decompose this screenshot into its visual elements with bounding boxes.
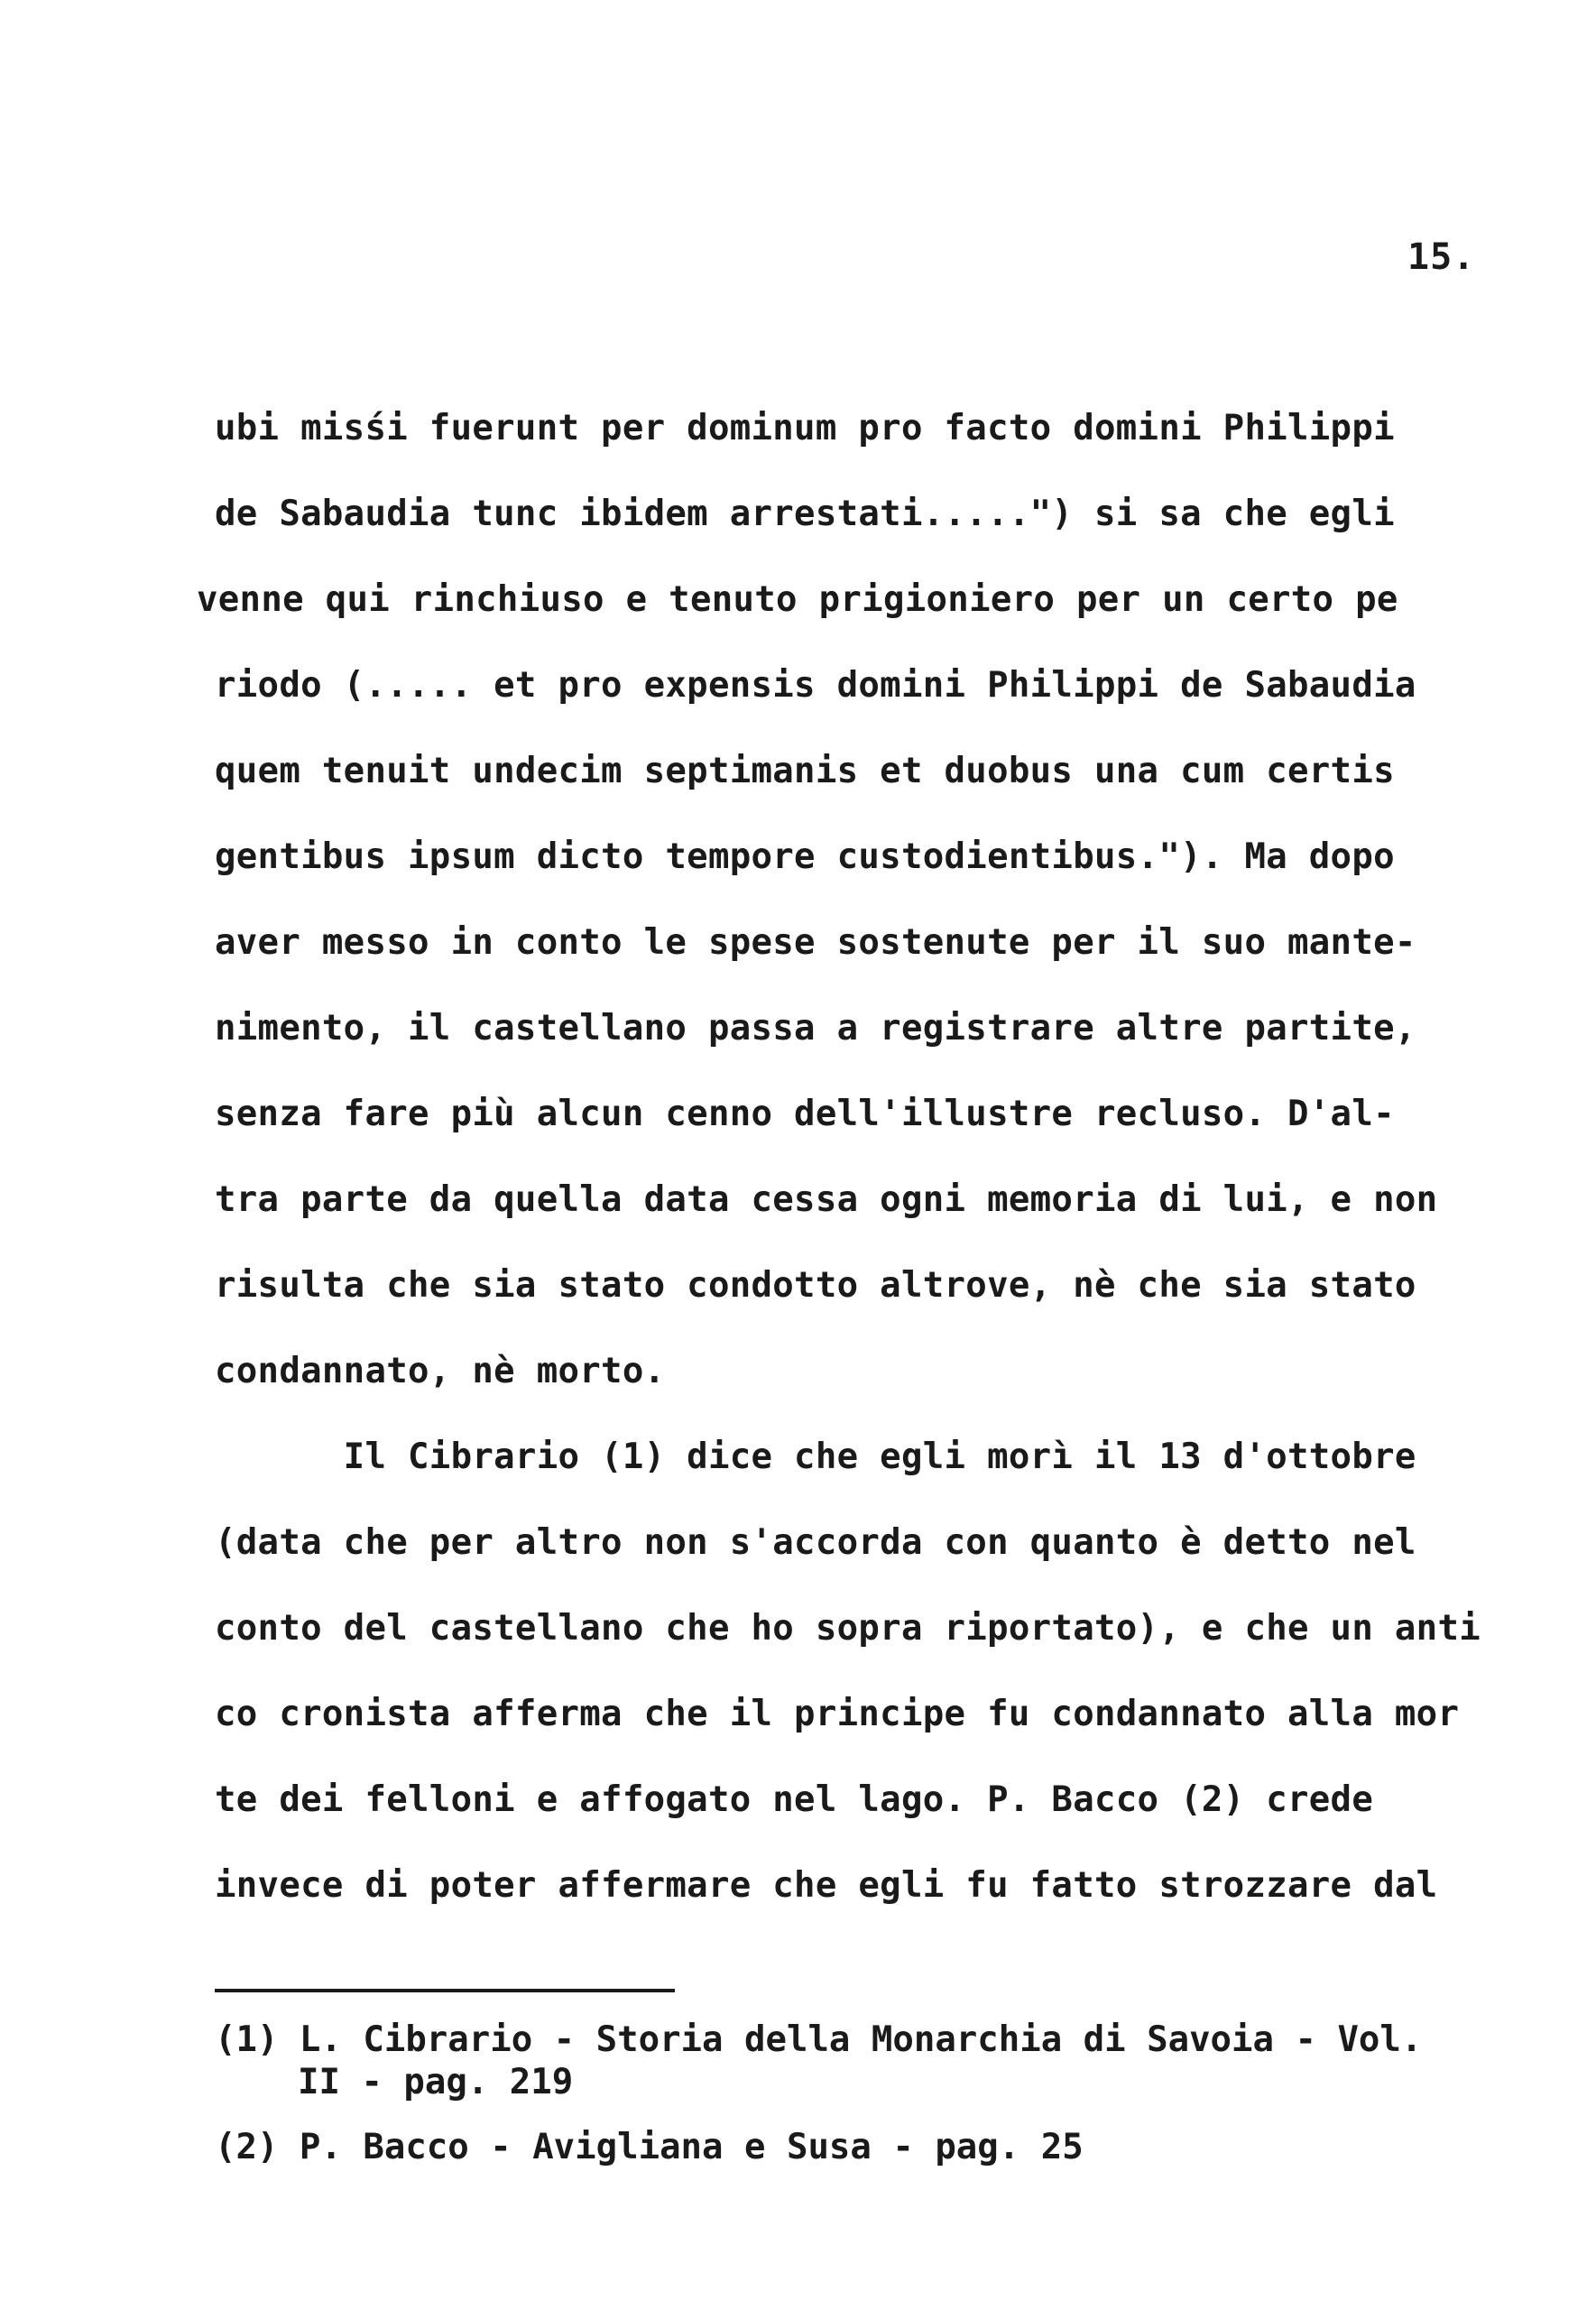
body-line-5: quem tenuit undecim septimanis et duobus una cum certis bbox=[215, 751, 1395, 791]
footnote-1: (1) L. Cibrario - Storia della Monarchia di Savoia - Vol. bbox=[215, 2019, 1423, 2060]
body-line-11: risulta che sia stato condotto altrove, nè che sia stato bbox=[215, 1265, 1416, 1306]
body-line-16: co cronista afferma che il principe fu condannato alla mor bbox=[215, 1694, 1460, 1734]
body-line-17: te dei felloni e affogato nel lago. P. Bacco (2) crede bbox=[215, 1779, 1374, 1820]
body-line-10: tra parte da quella data cessa ogni memoria di lui, e non bbox=[215, 1179, 1438, 1220]
body-line-12: condannato, nè morto. bbox=[215, 1351, 666, 1391]
body-line-2: de Sabaudia tunc ibidem arrestati.....") si sa che egli bbox=[215, 494, 1395, 534]
footnote-1-continuation: II - pag. 219 bbox=[298, 2062, 574, 2102]
body-line-15: conto del castellano che ho sopra riportato), e che un anti bbox=[215, 1608, 1481, 1649]
body-line-18: invece di poter affermare che egli fu fatto strozzare dal bbox=[215, 1865, 1438, 1906]
body-line-8: nimento, il castellano passa a registrare altre partite, bbox=[215, 1008, 1416, 1049]
body-line-6: gentibus ipsum dicto tempore custodientibus."). Ma dopo bbox=[215, 836, 1395, 877]
body-line-14: (data che per altro non s'accorda con quanto è detto nel bbox=[215, 1522, 1416, 1563]
page-number: 15. bbox=[1407, 236, 1476, 278]
body-line-13: Il Cibrario (1) dice che egli morì il 13 d'ottobre bbox=[215, 1437, 1416, 1477]
body-line-7: aver messo in conto le spese sostenute per il suo mante- bbox=[215, 922, 1416, 963]
body-line-1: ubi misśi fuerunt per dominum pro facto domini Philippi bbox=[215, 408, 1395, 448]
footnote-2: (2) P. Bacco - Avigliana e Susa - pag. 25 bbox=[215, 2127, 1084, 2167]
body-line-3: venne qui rinchiuso e tenuto prigioniero per un certo pe bbox=[197, 579, 1398, 620]
body-line-4: riodo (..... et pro expensis domini Philippi de Sabaudia bbox=[215, 665, 1416, 706]
footnote-separator bbox=[215, 1989, 675, 1992]
body-line-9: senza fare più alcun cenno dell'illustre recluso. D'al- bbox=[215, 1094, 1395, 1134]
